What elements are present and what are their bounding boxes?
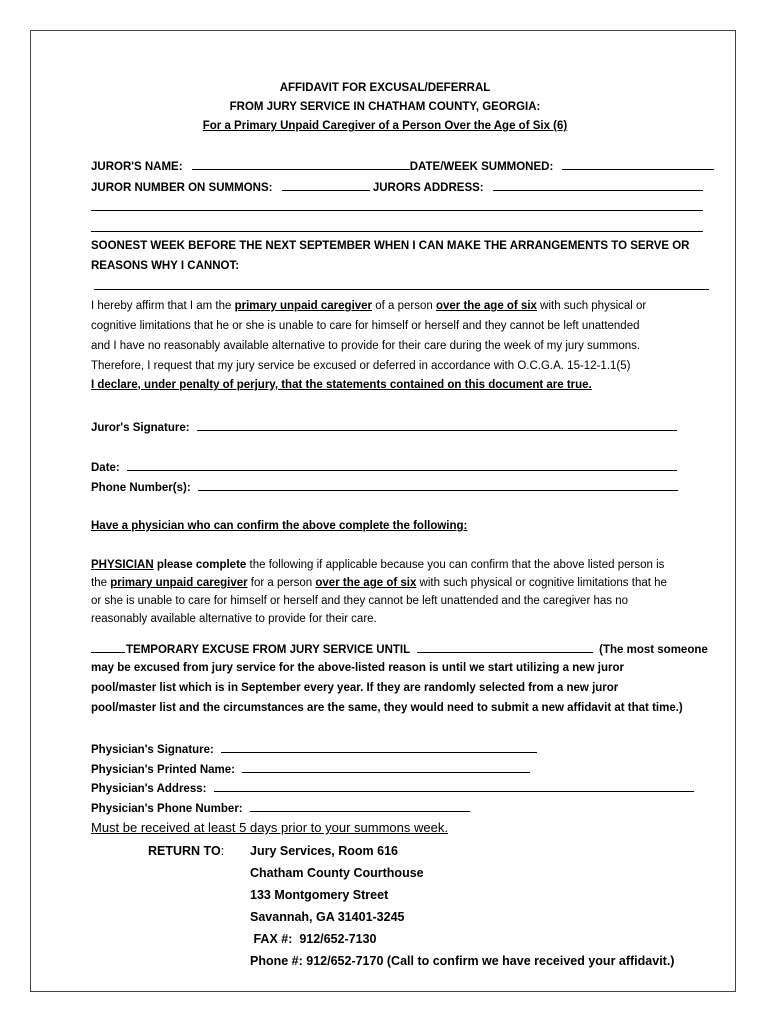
physician-para-line-1 [91,557,664,573]
temporary-excuse-check-field[interactable] [91,640,125,653]
return-address-line-2: Chatham County Courthouse [250,866,424,880]
return-address-line-3: 133 Montgomery Street [250,888,389,902]
juror-number-label: JUROR NUMBER ON SUMMONS: [91,182,273,194]
temporary-excuse-row [91,640,708,658]
physician-phone-label: Physician's Phone Number: [91,803,243,815]
date-summoned-field[interactable] [562,157,714,170]
temporary-note-1: (The most someone [599,644,708,656]
soonest-week-line-2: REASONS WHY I CANNOT: [91,260,240,272]
title-line-1: AFFIDAVIT FOR EXCUSAL/DEFERRAL [279,82,491,94]
physician-intro: Have a physician who can confirm the above complete the following: [91,520,468,532]
reasons-field[interactable] [94,289,709,290]
please-complete-text: please complete [153,559,247,571]
date-summoned-label: DATE/WEEK SUMMONED: [409,161,554,173]
juror-date-label: Date: [91,462,120,474]
juror-name-row [91,157,714,175]
address-line-3[interactable] [91,231,703,232]
return-phone: Phone #: 912/652-7170 (Call to confirm we have received your affidavit.) [250,954,675,968]
juror-phone-field[interactable] [198,478,678,491]
physician-phone-row [91,799,470,817]
affirm-text-d: over the age of six [435,300,537,312]
juror-signature-row [91,418,677,436]
physician-para-text-g: over the age of six [315,577,417,589]
juror-phone-row [91,478,678,496]
physician-printed-name-field[interactable] [242,760,530,773]
title-line-3: For a Primary Unpaid Caregiver of a Person Over the Age of Six (6) [202,120,568,132]
juror-address-label: JURORS ADDRESS: [372,182,484,194]
address-line-2[interactable] [91,210,703,211]
affirm-text-e: with such physical or [536,300,647,312]
return-address-line-4: Savannah, GA 31401-3245 [250,910,405,924]
physician-address-label: Physician's Address: [91,783,207,795]
return-address-line-1: Jury Services, Room 616 [250,844,398,858]
juror-address-field[interactable] [493,178,703,191]
physician-para-text-h: with such physical or cognitive limitations that he [416,577,667,589]
title-line-2: FROM JURY SERVICE IN CHATHAM COUNTY, GEORGIA: [229,101,541,113]
return-to-label [148,843,224,859]
physician-signature-label: Physician's Signature: [91,744,214,756]
juror-phone-label: Phone Number(s): [91,482,191,494]
physician-address-field[interactable] [214,779,694,792]
return-to-text: RETURN TO [148,844,221,858]
temporary-note-4: pool/master list and the circumstances are the same, they would need to submit a new affidavit at that time.) [91,702,683,714]
perjury-declaration: I declare, under penalty of perjury, that the statements contained on this document are true. [91,379,592,391]
return-to-colon: : [220,844,225,858]
juror-date-row [91,458,677,476]
juror-number-field[interactable] [282,178,370,191]
affirm-line-3: and I have no reasonably available alternative to provide for their care during the week of my jury summons. [91,340,641,352]
physician-para-text-c: the following if applicable because you can confirm that the above listed person is [246,559,665,571]
affirm-text-b: primary unpaid caregiver [234,300,373,312]
physician-signature-field[interactable] [221,740,537,753]
physician-para-line-2 [91,575,667,591]
juror-number-row [91,178,703,196]
physician-para-text-f: for a person [247,577,316,589]
soonest-week-line-1: SOONEST WEEK BEFORE THE NEXT SEPTEMBER WHEN I CAN MAKE THE ARRANGEMENTS TO SERVE OR [91,240,690,252]
affirm-line-2: cognitive limitations that he or she is unable to care for himself or herself and they cannot be left unattended [91,320,640,332]
juror-signature-label: Juror's Signature: [91,422,190,434]
juror-date-field[interactable] [127,458,677,471]
physician-signature-row [91,740,537,758]
affirm-text-c: of a person [372,300,436,312]
temporary-excuse-label: TEMPORARY EXCUSE FROM JURY SERVICE UNTIL [126,644,410,656]
physician-para-line-3: or she is unable to care for himself or herself and they cannot be left unattended and the caregiver has no [91,595,629,607]
affirm-line-1 [91,298,646,314]
physician-address-row [91,779,694,797]
juror-name-label: JUROR'S NAME: [91,161,183,173]
juror-name-field[interactable] [192,157,410,170]
physician-word: PHYSICIAN [91,559,154,571]
physician-phone-field[interactable] [250,799,470,812]
excuse-until-date-field[interactable] [417,640,593,653]
physician-printed-name-label: Physician's Printed Name: [91,764,235,776]
affirm-line-4: Therefore, I request that my jury service be excused or deferred in accordance with O.C.G.A. 15-12-1.1(5) [91,360,631,372]
deadline-notice: Must be received at least 5 days prior to your summons week. [91,820,448,835]
physician-para-line-4: reasonably available alternative to provide for their care. [91,613,377,625]
temporary-note-3: pool/master list which is in September every year. If they are randomly selected from a new juror [91,682,619,694]
physician-para-text-e: primary unpaid caregiver [110,577,248,589]
juror-signature-field[interactable] [197,418,677,431]
temporary-note-2: may be excused from jury service for the above-listed reason is until we start utilizing a new juror [91,662,624,674]
physician-para-text-d: the [91,577,111,589]
affirm-text-a: I hereby affirm that I am the [91,300,235,312]
return-fax: FAX #: 912/652-7130 [250,932,377,946]
physician-printed-name-row [91,760,530,778]
